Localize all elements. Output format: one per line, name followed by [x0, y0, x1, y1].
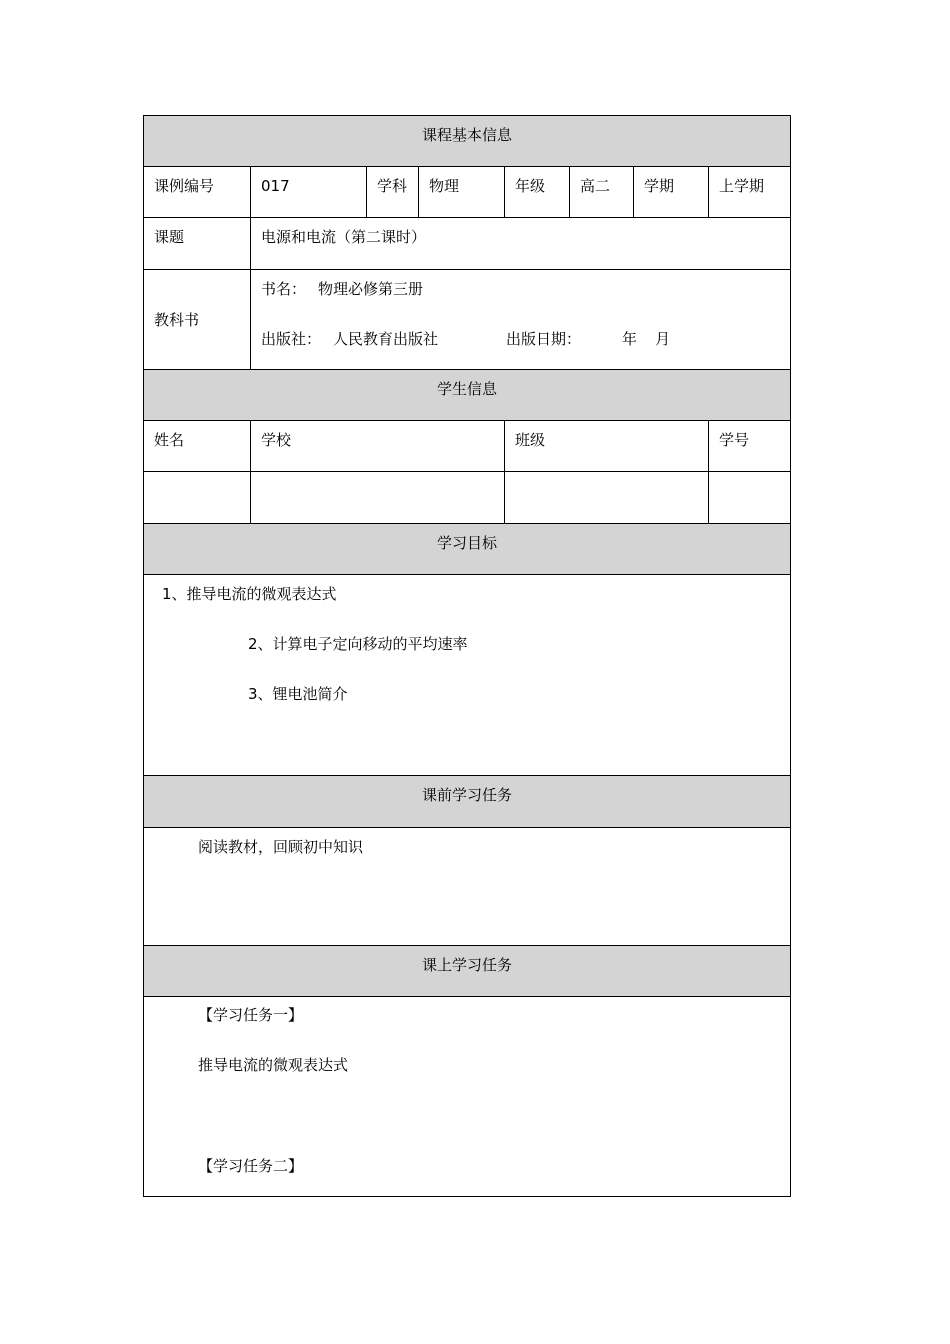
- pub-date-month: 月: [655, 330, 671, 348]
- section-objectives: [144, 524, 791, 575]
- section-student-info: [144, 370, 791, 421]
- student-class-field[interactable]: [505, 472, 709, 524]
- book-name-label: 书名：: [261, 280, 307, 298]
- topic-value: 电源和电流（第二课时）: [251, 218, 791, 270]
- task1-content: 推导电流的微观表达式: [198, 1056, 349, 1074]
- task1-title: 【学习任务一】: [198, 1006, 304, 1024]
- term-value: 上学期: [709, 167, 791, 218]
- course-meta-row: [144, 167, 791, 218]
- section-basic-info: [144, 116, 791, 167]
- term-label: 学期: [634, 167, 709, 218]
- subject-label: 学科: [367, 167, 419, 218]
- objectives-content: [144, 575, 791, 776]
- textbook-info: [251, 270, 791, 370]
- section-title: 学习目标: [144, 524, 791, 575]
- pub-date-year: 年: [622, 330, 638, 348]
- student-number-label: 学号: [709, 421, 791, 472]
- student-input-row: [144, 472, 791, 524]
- student-name-field[interactable]: [144, 472, 251, 524]
- student-class-label: 班级: [505, 421, 709, 472]
- book-name-value: 物理必修第三册: [318, 280, 424, 298]
- in-class-content: [144, 997, 791, 1197]
- section-title: 课程基本信息: [144, 116, 791, 167]
- student-number-field[interactable]: [709, 472, 791, 524]
- student-school-label: 学校: [251, 421, 505, 472]
- course-id-value: 017: [251, 167, 367, 218]
- section-title: 课上学习任务: [144, 946, 791, 997]
- student-school-field[interactable]: [251, 472, 505, 524]
- in-class-row: [144, 997, 791, 1197]
- textbook-label: 教科书: [144, 270, 251, 370]
- publisher-line: [261, 329, 790, 349]
- pre-class-content: [144, 828, 791, 946]
- section-pre-class: [144, 776, 791, 828]
- topic-label: 课题: [144, 218, 251, 270]
- pub-date-label: 出版日期：: [506, 330, 582, 348]
- publisher-label: 出版社：: [261, 330, 322, 348]
- student-name-label: 姓名: [144, 421, 251, 472]
- grade-label: 年级: [505, 167, 570, 218]
- student-header-row: [144, 421, 791, 472]
- topic-row: [144, 218, 791, 270]
- lesson-form: [143, 115, 790, 1196]
- section-title: 课前学习任务: [144, 776, 791, 828]
- publisher-value: 人民教育出版社: [333, 330, 439, 348]
- course-id-label: 课例编号: [144, 167, 251, 218]
- task2-title: 【学习任务二】: [198, 1157, 304, 1175]
- pre-class-row: [144, 828, 791, 946]
- section-title: 学生信息: [144, 370, 791, 421]
- grade-value: 高二: [570, 167, 634, 218]
- subject-value: 物理: [419, 167, 505, 218]
- objectives-row: [144, 575, 791, 776]
- book-name-line: [261, 279, 790, 299]
- objective-item: 2、计算电子定向移动的平均速率: [248, 635, 468, 653]
- objective-item: 3、锂电池简介: [248, 685, 348, 703]
- objective-item: 1、推导电流的微观表达式: [162, 585, 337, 603]
- section-in-class: [144, 946, 791, 997]
- course-table: [143, 115, 791, 1197]
- textbook-row: [144, 270, 791, 370]
- pre-class-task: 阅读教材，回顾初中知识: [198, 838, 364, 856]
